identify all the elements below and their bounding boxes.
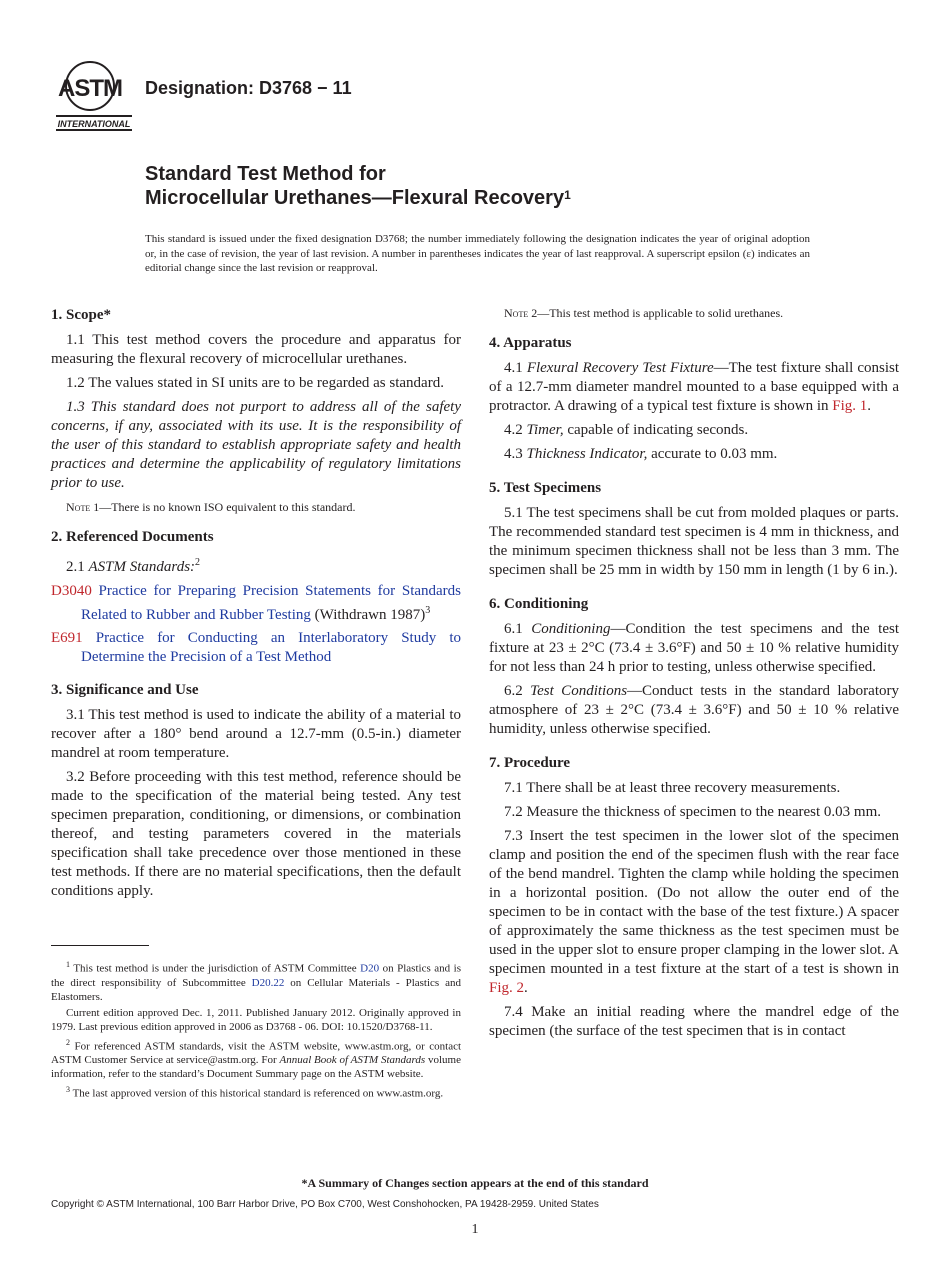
paragraph-4-2: 4.2 Timer, capable of indicating seconds. bbox=[504, 422, 749, 438]
paragraph-7-1: 7.1 There shall be at least three recovery measurements. bbox=[504, 780, 841, 796]
title-footnote-ref[interactable]: 1 bbox=[564, 188, 571, 202]
procedure-heading: 7. Procedure bbox=[489, 755, 571, 771]
preamble: This standard is issued under the fixed designation D3768; the number immediately following the designation indicates the year of original adoption or, in the case of revision, the year of last revision. A number in parentheses indicates the year of last reapproval. A superscript epsilon (ε) indicates an editorial change since the last revision or reapproval. bbox=[145, 233, 810, 274]
svg-text:ASTM: ASTM bbox=[58, 75, 122, 102]
title-line-1: Standard Test Method for bbox=[145, 163, 386, 185]
footnotes bbox=[51, 958, 461, 1103]
fig-1-link[interactable]: Fig. 1 bbox=[832, 398, 868, 414]
apparatus-heading: 4. Apparatus bbox=[489, 335, 572, 351]
test-specimens-heading: 5. Test Specimens bbox=[489, 480, 602, 496]
paragraph-1-2: 1.2 The values stated in SI units are to be regarded as standard. bbox=[66, 375, 444, 391]
paragraph-7-2: 7.2 Measure the thickness of specimen to the nearest 0.03 mm. bbox=[504, 804, 881, 820]
note-2: Note 2—This test method is applicable to solid urethanes. bbox=[504, 306, 784, 320]
footnote-1-current-edition: Current edition approved Dec. 1, 2011. Published January 2012. Originally approved in 1979. Last previous edition approved in 2006 as D3768 - 06. DOI: 10.1520/D3768-11. bbox=[51, 1006, 461, 1033]
paragraph-2-1: 2.1 ASTM Standards:$^2$ bbox=[66, 557, 201, 575]
footnote-3: $^3$ The last approved version of this historical standard is referenced on www.astm.org. bbox=[66, 1085, 444, 1100]
note-1: Note 1—There is no known ISO equivalent to this standard. bbox=[66, 500, 356, 514]
paragraph-7-4: 7.4 Make an initial reading where the mandrel edge of the specimen (the surface of the test specimen that is in contact bbox=[489, 1004, 899, 1039]
fig-2-link[interactable]: Fig. 2 bbox=[489, 980, 525, 996]
title-line-2: Microcellular Urethanes—Flexural Recovery$^1$ bbox=[145, 187, 571, 209]
footnote-divider bbox=[51, 945, 149, 946]
paragraph-1-3: 1.3 This standard does not purport to address all of the safety concerns, if any, associated with its use. It is the responsibility of the user of this standard to establish appropriate safety and health practices and determine the applicability of regulatory limitations prior to use. bbox=[51, 399, 461, 491]
summary-of-changes-note: *A Summary of Changes section appears at the end of this standard bbox=[301, 1176, 649, 1190]
footnote-2: $^2$ For referenced ASTM standards, visit the ASTM website, www.astm.org, or contact ASTM Customer Service at service@astm.org. For Annual Book of ASTM Standards volume information, refer to the standard’s Document Summary page on the ASTM website. bbox=[51, 1037, 462, 1081]
reference-e691[interactable]: E691 Practice for Conducting an Interlaboratory Study to Determine the Precision of a Test Method bbox=[51, 630, 461, 665]
astm-logo bbox=[52, 60, 134, 132]
paragraph-5-1: 5.1 The test specimens shall be cut from molded plaques or parts. The recommended standard test specimen is 4 mm in thickness, and the minimum specimen thickness shall not be less than 3 mm. The specimen shall be 25 mm in width by 150 mm in length (1 by 6 in.). bbox=[489, 505, 899, 578]
significance-heading: 3. Significance and Use bbox=[51, 682, 199, 698]
scope-heading: 1. Scope* bbox=[51, 307, 111, 323]
right-column bbox=[489, 306, 899, 1046]
paragraph-7-3: 7.3 Insert the test specimen in the lower slot of the specimen clamp and position the end of the specimen flush with the rear face of the bend mandrel. Tighten the clamp while holding the specimen in a horizontal position. (Do not allow the outer end of the specimen to be in contact with the base of the test fixture.) A spacer of approximately the same thickness as the test specimen must be used in the upper slot to ensure proper clamping in the lower slot. A specimen mounted in a test fixture at the start of a test is shown in Fig. 2. bbox=[489, 828, 899, 996]
copyright: Copyright © ASTM International, 100 Barr Harbor Drive, PO Box C700, West Conshohocken, PA 19428-2959. United States bbox=[51, 1199, 599, 1210]
paragraph-3-1: 3.1 This test method is used to indicate the ability of a material to recover after a 180° bend around a 12.7-mm (0.5-in.) diameter mandrel at room temperature. bbox=[51, 707, 461, 761]
left-column bbox=[51, 306, 461, 906]
referenced-documents-heading: 2. Referenced Documents bbox=[51, 529, 214, 545]
paragraph-6-1: 6.1 Conditioning—Condition the test specimens and the test fixture at 23 ± 2°C (73.4 ± 3.6°F) and 50 ± 10 % relative humidity for not less than 24 h prior to testing, unless otherwise specified. bbox=[489, 621, 899, 675]
paragraph-4-3: 4.3 Thickness Indicator, accurate to 0.03 mm. bbox=[504, 446, 778, 462]
conditioning-heading: 6. Conditioning bbox=[489, 596, 589, 612]
designation: Designation: D3768 − 11 bbox=[145, 78, 352, 98]
paragraph-1-1: 1.1 This test method covers the procedure and apparatus for measuring the flexural recovery of microcellular urethanes. bbox=[51, 332, 461, 367]
logo-text: INTERNATIONAL bbox=[57, 119, 131, 129]
paragraph-6-2: 6.2 Test Conditions—Conduct tests in the standard laboratory atmosphere of 23 ± 2°C (73.4 ± 3.6°F) and 50 ± 10 % relative humidity, unless otherwise specified. bbox=[489, 683, 899, 737]
committee-d20-link[interactable]: D20 bbox=[360, 962, 380, 975]
reference-d3040[interactable]: D3040 Practice for Preparing Precision Statements for Standards Related to Rubber and Rubber Testing (Withdrawn 1987)$^3$ bbox=[51, 583, 462, 623]
page-number: 1 bbox=[471, 1222, 479, 1237]
page-title bbox=[145, 162, 571, 210]
footnote-1: $^1$ This test method is under the jurisdiction of ASTM Committee D20 on Plastics and is the direct responsibility of Subcommittee D20.22 on Cellular Materials - Plastics and Elastomers. bbox=[51, 960, 461, 1003]
paragraph-4-1: 4.1 Flexural Recovery Test Fixture—The test fixture shall consist of a 12.7-mm diameter mandrel mounted to a base equipped with a protractor. A drawing of a typical test fixture is shown in Fig. 1. bbox=[489, 360, 899, 414]
subcommittee-d20-22-link[interactable]: D20.22 bbox=[251, 976, 285, 989]
paragraph-3-2: 3.2 Before proceeding with this test method, reference should be made to the specification of the material being tested. Any test specimen preparation, conditioning, or dimensions, or combination thereof, and testing parameters covered in the materials specification shall take precedence over those mentioned in these test methods. If there are no material specifications, then the default conditions apply. bbox=[51, 769, 461, 899]
